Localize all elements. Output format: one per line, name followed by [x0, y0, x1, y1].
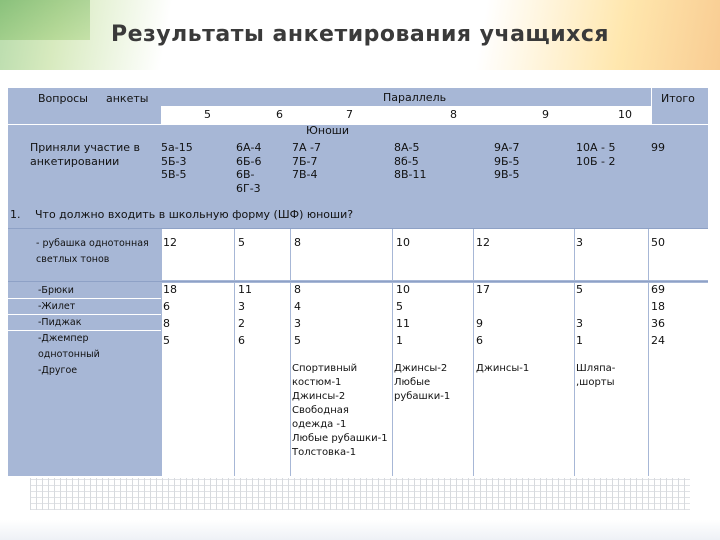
participation-total: 99: [651, 141, 665, 154]
other-g10: Шляпа- ,шорты: [576, 363, 616, 388]
participation-g10: 10А - 5 10Б - 2: [576, 141, 616, 168]
items-g10: 5 3 1: [576, 283, 583, 347]
grid-line: [8, 228, 708, 229]
decor-grid: [30, 478, 690, 510]
shirt-g7: 8: [294, 236, 301, 249]
shirt-total: 50: [651, 236, 665, 249]
other-g8: Джинсы-2 Любые рубашки-1: [394, 363, 451, 402]
question-text: Что должно входить в школьную форму (ШФ) юноши?: [35, 208, 354, 221]
other-g9: Джинсы-1: [476, 363, 530, 374]
shirt-g6: 5: [238, 236, 245, 249]
grid-line: [392, 228, 393, 476]
grid-line: [234, 228, 235, 476]
shirt-g10: 3: [576, 236, 583, 249]
page-title: Результаты анкетирования учащихся: [110, 22, 610, 47]
grade-6: 6: [276, 108, 283, 121]
grid-line: [648, 228, 649, 476]
participation-g9: 9А-7 9Б-5 9В-5: [494, 141, 520, 181]
grid-line: [161, 228, 162, 476]
grid-line: [8, 281, 708, 282]
grade-8: 8: [450, 108, 457, 121]
participation-g8: 8А-5 8б-5 8В-11: [394, 141, 427, 181]
items-g8: 10 5 11 1: [396, 283, 410, 347]
yunoshi-label: Юноши: [306, 124, 350, 137]
grade-5: 5: [204, 108, 211, 121]
decor-footer: [0, 520, 720, 540]
participation-g5: 5а-15 5Б-3 5В-5: [161, 141, 193, 181]
survey-table: [8, 88, 708, 476]
grid-line: [290, 228, 291, 476]
grid-line: [290, 106, 291, 124]
grid-line: [8, 124, 708, 125]
items-g9: 17 9 6: [476, 283, 490, 347]
items-g6: 11 3 2 6: [238, 283, 252, 347]
items-total: 69 18 36 24: [651, 283, 665, 347]
header-itogo: Итого: [661, 92, 695, 105]
grid-line: [473, 228, 474, 476]
grid-line: [574, 228, 575, 476]
shirt-label: - рубашка однотонная светлых тонов: [36, 238, 149, 265]
shirt-g5: 12: [163, 236, 177, 249]
grade-9: 9: [542, 108, 549, 121]
grid-line: [234, 106, 235, 124]
grade-7: 7: [346, 108, 353, 121]
items-g7: 8 4 3 5: [294, 283, 301, 347]
participation-g7: 7А -7 7Б-7 7В-4: [292, 141, 321, 181]
items-g5: 18 6 8 5: [163, 283, 177, 347]
grade-10: 10: [618, 108, 632, 121]
participation-label: Приняли участие в анкетировании: [30, 141, 140, 168]
header-voprosy: Вопросы: [38, 92, 88, 105]
grid-line: [161, 106, 162, 124]
shirt-g9: 12: [476, 236, 490, 249]
shirt-g8: 10: [396, 236, 410, 249]
header-parallel: Параллель: [383, 91, 447, 104]
participation-g6: 6А-4 6Б-6 6В- 6Г-3: [236, 141, 262, 195]
grid-line: [651, 88, 652, 124]
other-g7: Спортивный костюм-1 Джинсы-2 Свободная одежда -1 Любые рубашки-1 Толстовка-1: [292, 363, 388, 458]
header-ankety: анкеты: [106, 92, 149, 105]
question-number: 1.: [10, 208, 21, 221]
items-labels: -Брюки -Жилет -Пиджак -Джемпер однотонный -Другое: [38, 285, 100, 376]
